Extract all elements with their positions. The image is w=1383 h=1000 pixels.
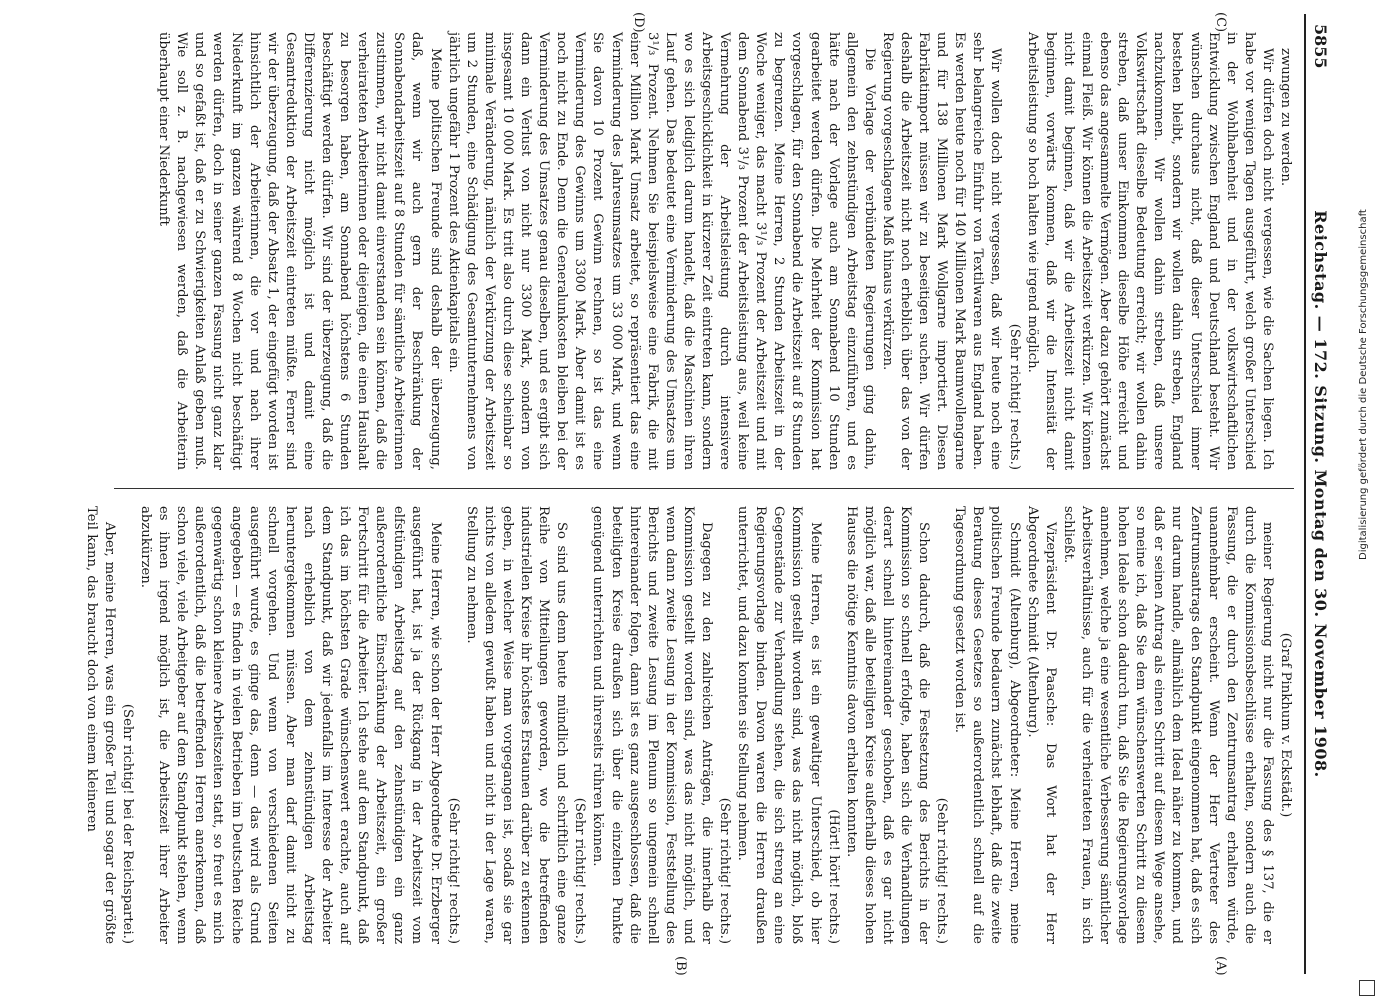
page-header [1300,14,1336,974]
paragraph: So sind uns denn heute mündlich und schriftlich eine ganze Reihe von Mitteilungen geworden, wo die betreffenden industriellen Kreise ihr höchstes Erstaunen darüber zu erkennen geben, in welcher Weise man vorgegangen ist, sodaß sie gar nichts von alledem gewußt haben und nicht in der Lage waren, Stellung zu nehmen. [463,506,570,944]
interjection: (Sehr richtig! rechts.) [1006,323,1022,470]
interjection: (Sehr richtig! bei der Reichspartei.) [120,703,135,944]
interjection: (Sehr richtig! rechts.) [934,797,950,944]
interjection: (Sehr richtig! rechts.) [572,797,588,944]
interjection: (Sehr richtig! rechts.) [717,797,733,944]
page-number: 5855 [1311,24,1330,69]
margin-marker-a: (A) [1213,956,1228,976]
dfg-logo [1359,980,1375,996]
interjection: (Sehr richtig! rechts.) [445,797,461,944]
paragraph: Wir wollen doch nicht vergessen, daß wir heute noch eine sehr belangreiche Einfuhr von Textilwaren aus England haben. Es werden heute noch für 140 Millionen Mark Baumwollengarne und für 138 Millionen Mark Wollgarne importiert. Diesen Fabrikatimport müssen wir zu beseitigen suchen. Wir dürfen deshalb die Arbeitszeit nicht noch erheblich über das von der Regierung vorgeschlagene Maß hinaus verkürzen. [879,32,1004,470]
column-divider [114,488,1294,489]
paragraph: Meine politischen Freunde sind deshalb der überzeugung, daß, wenn wir auch gern der Beschränkung der Sonnabendarbeitszeit auf 8 Stunden für sämtliche Arbeiterinnen zustimmen, wir nicht damit einverstanden sein können, daß die verheirateten Arbeiterinnen oder diejenigen, die einen Haushalt zu besorgen haben, am Sonnabend höchstens 6 Stunden beschäftigt werden dürfen. Wir sind der überzeugung, daß die Differenzierung nicht möglich ist und damit eine Gesamtreduktion der Arbeitszeit eintreten müßte. Ferner sind wir der überzeugung, daß der Absatz 1, der eingefügt worden ist hinsichtlich der Arbeiterinnen, die vor und nach ihrer Niederkunft im ganzen während 8 Wochen nicht beschäftigt werden dürfen, doch in seiner ganzen Fassung nicht ganz klar und so gefaßt ist, daß er zu Schwierigkeiten Anlaß geben muß. Wie soll z. B. nachgewiesen werden, daß die Arbeiterin überhaupt einer Niederkunft [156,32,443,470]
interjection: (Graf Pinkhum v. Eckstädt.) [1278,632,1293,818]
paragraph: Aber, meine Herren, was ein großer Teil und sogar der größte Teil kann, das braucht doch von einem kleineren [83,506,117,944]
digitization-credit: Digitalisierung gefördert durch die Deutsche Forschungsgemeinschaft [1358,209,1369,560]
left-text-column [104,32,1294,470]
right-text-column [83,506,1294,944]
newspaper-page [83,12,1336,976]
paragraph: Wir dürfen doch nicht vergessen, wie die Sachen liegen. Ich habe vor wenigen Tagen ausgeführt, welch großer Unterschied in der Wohlhabenheit und in der volkswirtschaftlichen Entwicklung zwischen England und Deutschland besteht. Wir wünschen durchaus nicht, daß dieser Unterschied immer bestehen bleibt, sondern wir wollen dahin streben, England nachzukommen. Wir wollen dahin streben, daß unsere Volkswirtschaft dieselbe Bedeutung erreicht; wir wollen dahin streben, daß unser Einkommen dieselbe Höhe erreicht und ebenso das angesammelte Vermögen. Aber dazu gehört zunächst einmal Fleiß. Wir können die Arbeitszeit verkürzen. Wir können nicht damit beginnen, daß wir die Arbeitszeit nicht damit beginnen, vorwärts kommen, daß wir die Intensität der Arbeitsleistung so hoch halten wie irgend möglich. [1024,32,1275,470]
paragraph: Die Vorlage der verbündeten Regierungen ging dahin, allgemein den zehnstündigen Arbeitstag einzuführen, und es hätte nach der Vorlage auch am Sonnabend 10 Stunden gearbeitet werden dürfen. Die Mehrheit der Kommission hat vorgeschlagen, für den Sonnabend die Arbeitszeit auf 8 Stunden zu begrenzen. Meine Herren, 2 Stunden Arbeitszeit in der Woche weniger, das macht 3¹/₃ Prozent der Arbeitszeit und mit dem Sonnabend 3¹/₃ Prozent der Arbeitsleistung aus, weil keine Vermehrung der Arbeitsleistung durch intensivere Arbeitsgeschicklichkeit in kürzerer Zeit eintreten kann, sondern wo es sich lediglich darum handelt, daß die Maschinen ihren Lauf gehen. Das bedeutet eine Verminderung des Umsatzes um 3¹/₃ Prozent. Nehmen Sie beispielsweise eine Fabrik, die mit einer Million Mark Umsatz arbeitet, so repräsentiert das eine Verminderung des Jahresumsatzes um 33 000 Mark, und wenn Sie davon 10 Prozent Gewinn rechnen, so ist das eine Verminderung des Gewinns um 3300 Mark. Aber damit ist es noch nicht zu Ende. Denn die Generalunkosten bleiben bei der Verminderung des Umsatzes genau dieselben, und es ergibt sich dann ein Verlust von nicht nur 3300 Mark, sondern von insgesamt 10 000 Mark. Es tritt also durch diese scheinbar so minimale Veränderung, nämlich der Verkürzung der Arbeitszeit um 2 Stunden, eine Schädigung des Gesamtunternehmens von jährlich ungefähr 1 Prozent des Aktienkapitals ein. [445,32,877,470]
margin-marker-d: (D) [631,12,646,33]
page-title: Reichstag. — 172. Sitzung. Montag den 30. November 1908. [1311,210,1330,778]
header-rule [1304,14,1306,974]
paragraph: Vizepräsident Dr. Paasche: Das Wort hat der Herr Abgeordnete Schmidt (Altenburg). [1024,506,1058,944]
paragraph: Schon dadurch, daß die Festsetzung des Berichts in der Kommission so schnell erfolgte, haben sich die Verhandlungen derart schnell hintereinander geschoben, daß es gar nicht möglich war, daß alle beteiligten Kreise außerhalb dieses hohen Hauses die nötige Kenntnis davon erhalten konnten. [843,506,932,944]
paragraph: zwungen zu werden. [1278,48,1293,187]
paragraph: Meine Herren, wie schon der Herr Abgeordnete Dr. Erzberger ausgeführt hat, ist ja der Rückgang in der Arbeitszeit vom elfstündigen Arbeitstag auf den zehnstündigen ein ganz außerordentliche Einschränkung der Arbeitszeit, ein großer Fortschritt für die Arbeiter. Ich stehe auf dem Standpunkt, daß ich das im höchsten Grade wünschenswert erachte, auch auf dem Standpunkt, daß wir jedenfalls im Interesse der Arbeiter nach erheblich von dem zehnstündigen Arbeitstag heruntergekommen müssen. Aber man darf damit nicht zu schnell vorgehen. Und wenn von verschiedenen Seiten ausgeführt wurde, es ginge das, denn — das wird als Grund angegeben — es finden in vielen Betrieben im Deutschen Reiche gegenwärtig schon kleinere Arbeitszeiten statt, so freut es mich außerordentlich, daß die betreffenden Herren anerkennen, daß schon viele, viele Arbeitgeber auf dem Standpunkt stehen, wenn es ihnen irgend möglich ist, die Arbeitszeit ihrer Arbeiter abzukürzen. [138,506,443,944]
margin-marker-b: (B) [673,956,688,976]
margin-marker-c: (C) [1213,12,1228,33]
paragraph: Schmidt (Altenburg), Abgeordneter: Meine Herren, meine politischen Freunde bedauern zunächst lebhaft, daß die zweite Beratung dieses Gesetzes so außerordentlich schnell auf die Tagesordnung gesetzt worden ist. [952,506,1022,944]
paragraph: Meine Herren, es ist ein gewaltiger Unterschied, ob hier Kommission gestellt worden sind, was das nicht möglich, bloß Gegenstände zur Verhandlung stehen, die sich streng an eine Regierungsvorlage binden. Davon waren die Herren draußen unterrichtet, und dazu konnten sie Stellung nehmen. [735,506,823,944]
paragraph: Dagegen zu den zahlreichen Anträgen, die innerhalb der Kommission gestellt worden sind, was das nicht möglich, und wenn dann zweite Lesung in der Kommission, Feststellung des Berichts und zweite Lesung im Plenum so ungemein schnell hintereinander folgen, dann ist es ganz ausgeschlossen, daß die beteiligten Kreise draußen sich über die einzelnen Punkte genügend unterrichten und ihrerseits rühren können. [590,506,714,944]
paragraph: meiner Regierung nicht nur die Fassung des § 137, die er durch die Kommissionsbeschlüsse erhalten, sondern auch die Fassung, die er durch den Zentrumsantrag erhalten würde, unannehmbar erscheint. Wenn der Herr Vertreter des Zentrumsantrags den Standpunkt eingenommen hat, daß es sich nur darum handle, allmählich dem Ideal näher zu kommen, und daß er seinen Antrag als einen Schritt auf diesem Wege ansehe, so meine ich, daß Sie dem wünschenswerten Schritt zu diesem hohen Ideale schon dadurch tun, daß Sie die Regierungsvorlage annehmen, welche ja eine wesentliche Verbesserung sämtlicher Arbeitsverhältnisse, auch für die verheirateten Frauen, in sich schließt. [1060,506,1275,944]
interjection: (Hört! hört! rechts.) [825,809,841,944]
